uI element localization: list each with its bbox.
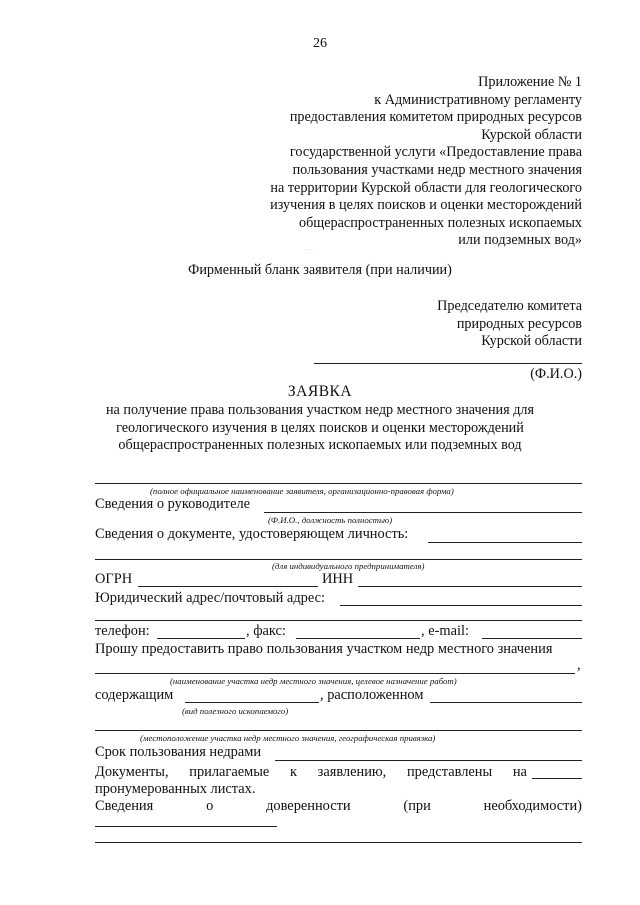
site-name-comma: , <box>577 657 581 673</box>
addressee-line-2: природных ресурсов <box>456 315 582 332</box>
docs-word-5: представлены <box>406 764 493 780</box>
term-field-line[interactable] <box>275 760 582 761</box>
site-name-line[interactable] <box>95 673 575 674</box>
id-doc-field-line[interactable] <box>428 542 582 543</box>
letterhead-note: Фирменный бланк заявителя (при наличии) <box>188 262 452 278</box>
fax-label: , факс: <box>246 623 286 639</box>
scan-mark: . . . <box>306 243 316 252</box>
addressee-line-1: Председателю комитета <box>437 298 582 314</box>
appendix-line-9: общераспространенных полезных ископаемых <box>298 214 582 231</box>
email-field-line[interactable] <box>482 638 582 639</box>
appendix-line-2: к Административному регламенту <box>374 91 582 108</box>
docs-word-6: на <box>512 764 527 780</box>
addressee-fio-line <box>314 363 582 364</box>
inn-label: ИНН <box>322 571 354 587</box>
address-field-line[interactable] <box>340 605 582 606</box>
appendix-line-6: пользования участками недр местного значения <box>292 162 582 178</box>
addressee-line-3: Курской области <box>481 333 582 350</box>
request-text: Прошу предоставить право пользования участком недр местного значения <box>95 641 553 657</box>
located-label: , расположенном <box>320 687 424 703</box>
addressee-fio-label: (Ф.И.О.) <box>530 366 582 382</box>
mineral-hint: (вид полезного ископаемого) <box>182 706 289 716</box>
location-hint: (местоположение участка недр местного значения, географическая привязка) <box>140 733 436 743</box>
documents-line <box>95 764 527 781</box>
fax-field-line[interactable] <box>296 638 420 639</box>
head-hint: (Ф.И.О., должность полностью) <box>268 515 393 525</box>
docs-word-1: Документы, <box>95 764 169 780</box>
appendix-line-1: Приложение № 1 <box>478 74 582 90</box>
email-label: , e-mail: <box>421 623 469 639</box>
form-subtitle: на получение права пользования участком недр местного значения для геологического изучения в целях поисков и оценки месторождений общераспространенных полезных ископаемых или подземных вод <box>105 402 535 453</box>
phone-field-line[interactable] <box>157 638 245 639</box>
address-field-line-2[interactable] <box>95 620 582 621</box>
poa-field-line-2[interactable] <box>95 842 582 843</box>
appendix-line-10: или подземных вод» <box>458 232 582 249</box>
appendix-line-5: государственной услуги «Предоставление права <box>289 144 582 161</box>
phone-label: телефон: <box>95 623 150 639</box>
power-of-attorney-line <box>95 798 582 815</box>
ogrn-field-line[interactable] <box>138 586 318 587</box>
poa-field-line[interactable] <box>95 826 277 827</box>
appendix-line-8: изучения в целях поисков и оценки месторождений <box>270 197 582 214</box>
term-label: Срок пользования недрами <box>95 744 262 760</box>
documents-line-2: пронумерованных листах. <box>95 781 256 797</box>
docs-word-2: прилагаемые <box>189 764 270 780</box>
page-number: 26 <box>313 36 327 51</box>
mineral-field-line[interactable] <box>185 702 319 703</box>
id-doc-label: Сведения о документе, удостоверяющем личность: <box>95 526 409 542</box>
poa-word-1: Сведения <box>95 798 154 814</box>
location-field-line[interactable] <box>95 730 582 731</box>
applicant-name-line[interactable] <box>95 483 582 484</box>
appendix-line-3: предоставления комитетом природных ресурсов <box>289 109 582 126</box>
ogrn-label: ОГРН <box>95 571 133 587</box>
poa-word-4: (при <box>403 798 431 814</box>
sheet-count-line[interactable] <box>532 778 582 779</box>
form-title: ЗАЯВКА <box>287 383 353 400</box>
poa-word-5: необходимости) <box>483 798 582 814</box>
entrepreneur-hint: (для индивидуального предпринимателя) <box>272 561 425 571</box>
address-label: Юридический адрес/почтовый адрес: <box>95 590 325 606</box>
inn-field-line[interactable] <box>358 586 582 587</box>
applicant-name-hint: (полное официальное наименование заявителя, организационно-правовая форма) <box>150 486 454 496</box>
head-field-line[interactable] <box>264 512 582 513</box>
appendix-line-7: на территории Курской области для геологического <box>270 179 582 196</box>
containing-label: содержащим <box>95 687 174 703</box>
located-field-line[interactable] <box>430 702 582 703</box>
id-doc-field-line-2[interactable] <box>95 559 582 560</box>
docs-word-3: к <box>289 764 297 780</box>
poa-word-2: о <box>206 798 214 814</box>
appendix-line-4: Курской области <box>481 126 582 143</box>
poa-word-3: доверенности <box>266 798 351 814</box>
site-name-hint: (наименование участка недр местного значения, целевое назначение работ) <box>170 676 457 686</box>
docs-word-4: заявлению, <box>317 764 387 780</box>
head-label: Сведения о руководителе <box>95 496 251 512</box>
